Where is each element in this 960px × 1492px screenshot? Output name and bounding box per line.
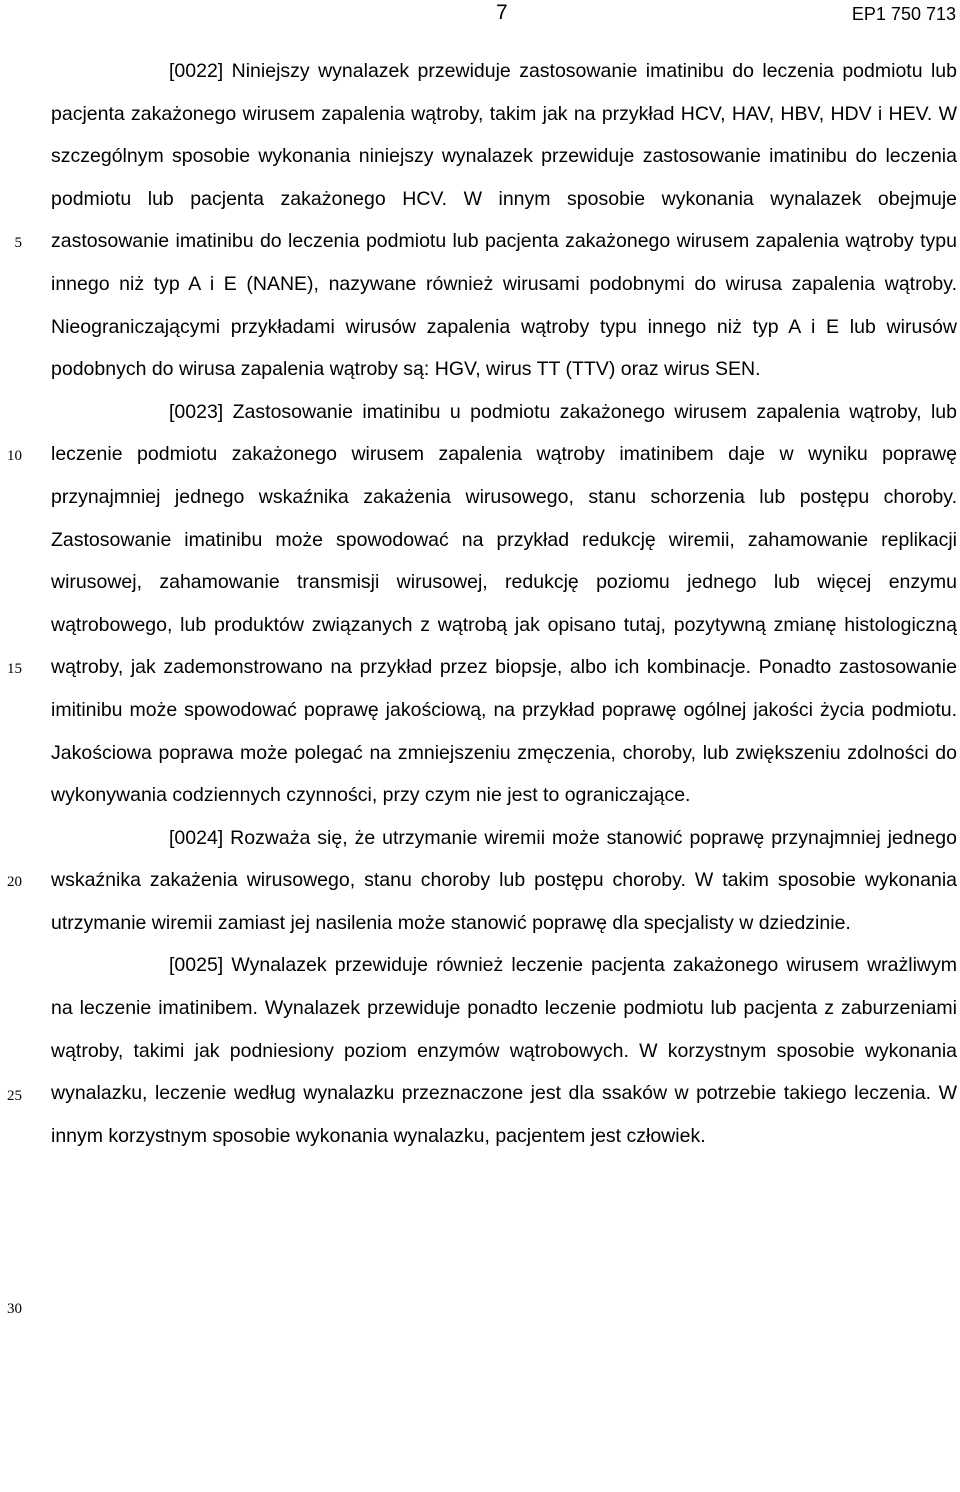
- paragraph-0024: [0024] Rozważa się, że utrzymanie wiremii może stanowić poprawę przynajmniej jednego wskaźnika zakażenia wirusowego, stanu choroby lub postępu choroby. W takim sposobie wykonania utrzymanie wiremii zamiast jej nasilenia może stanowić poprawę dla specjalisty w dziedzinie.: [51, 826, 957, 934]
- line-number: 15: [7, 661, 22, 677]
- line-number: 5: [14, 235, 22, 251]
- line-number: 10: [7, 448, 22, 464]
- paragraph-0022: [0022] Niniejszy wynalazek przewiduje zastosowanie imatinibu do leczenia podmiotu lub pacjenta zakażonego wirusem zapalenia wątroby, takim jak na przykład HCV, HAV, HBV, HDV i HEV. W szczególnym sposobie wykonania niniejszy wynalazek przewiduje zastosowanie imatinibu do leczenia podmiotu lub pacjenta zakażonego HCV. W innym sposobie wykonania wynalazek obejmuje zastosowanie imatinibu do leczenia podmiotu lub pacjenta zakażonego wirusem zapalenia wątroby typu innego niż typ A i E (NANE), nazywane również wirusami podobnymi do wirusa zapalenia wątroby. Nieograniczającymi przykładami wirusów zapalenia wątroby typu innego niż typ A i E lub wirusów podobnych do wirusa zapalenia wątroby są: HGV, wirus TT (TTV) oraz wirus SEN.: [51, 60, 957, 381]
- page-number: 7: [496, 1, 508, 24]
- paragraph-0025: [0025] Wynalazek przewiduje również leczenie pacjenta zakażonego wirusem wrażliwym na leczenie imatinibem. Wynalazek przewiduje ponadto leczenie podmiotu lub pacjenta z zaburzeniami wątroby, takimi jak podniesiony poziom enzymów wątrobowych. W korzystnym sposobie wykonania wynalazku, leczenie według wynalazku przeznaczone jest dla ssaków w potrzebie takiego leczenia. W innym korzystnym sposobie wykonania wynalazku, pacjentem jest człowiek.: [51, 954, 957, 1147]
- line-number: 20: [7, 874, 22, 890]
- document-body: [51, 50, 957, 1157]
- paragraph-0023: [0023] Zastosowanie imatinibu u podmiotu zakażonego wirusem zapalenia wątroby, lub leczenie podmiotu zakażonego wirusem zapalenia wątroby imatinibem daje w wyniku poprawę przynajmniej jednego wskaźnika zakażenia wirusowego, stanu schorzenia lub postępu choroby. Zastosowanie imatinibu może spowodować na przykład redukcję wiremii, zahamowanie replikacji wirusowej, zahamowanie transmisji wirusowej, redukcję poziomu jednego lub więcej enzymu wątrobowego, lub produktów związanych z wątrobą jak opisano tutaj, pozytywną zmianę histologiczną wątroby, jak zademonstrowano na przykład przez biopsje, albo ich kombinacje. Ponadto zastosowanie imitinibu może spowodować poprawę jakościową, na przykład poprawę ogólnej jakości życia podmiotu. Jakościowa poprawa może polegać na zmniejszeniu zmęczenia, choroby, lub zwiększeniu zdolności do wykonywania codziennych czynności, przy czym nie jest to ograniczające.: [51, 400, 957, 807]
- document-id: EP1 750 713: [851, 4, 956, 24]
- line-number: 25: [7, 1088, 22, 1104]
- line-number: 30: [7, 1301, 22, 1317]
